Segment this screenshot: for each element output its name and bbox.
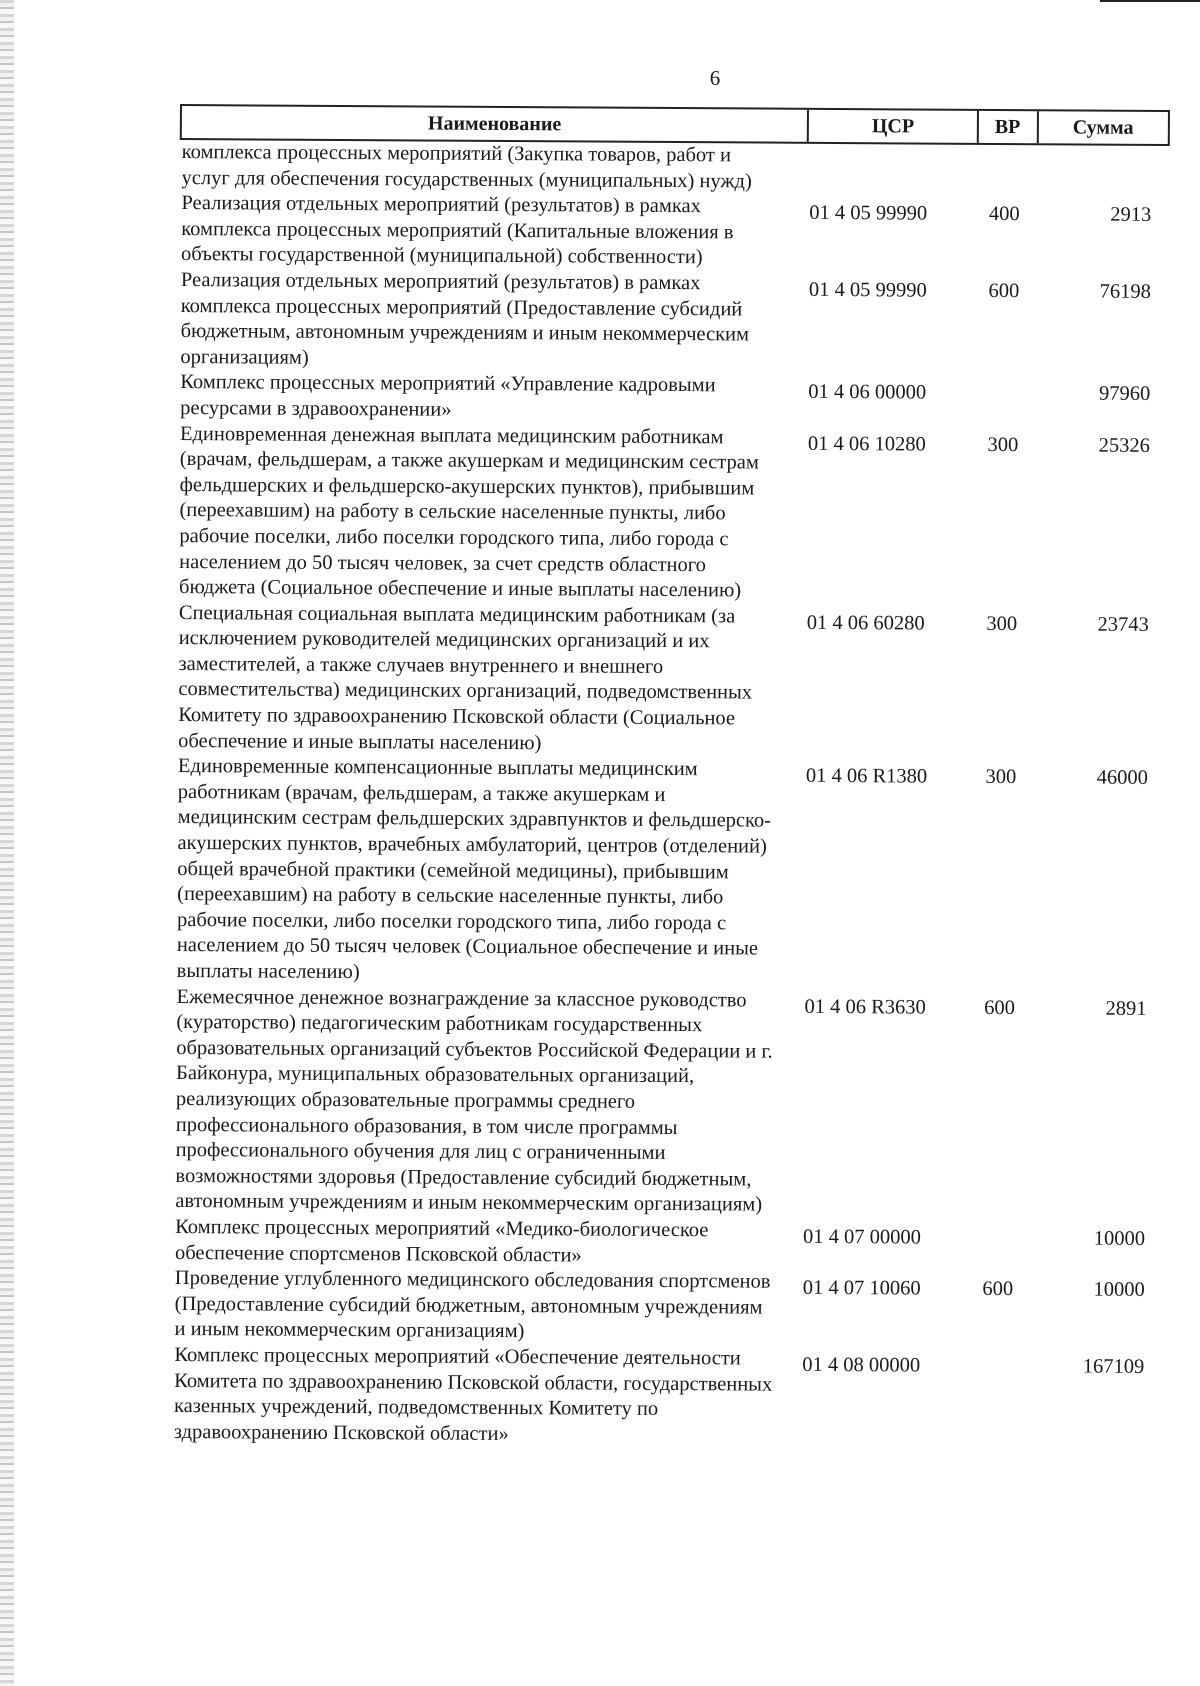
- row-vr: 400: [988, 203, 1020, 226]
- row-sum: 23743: [1097, 613, 1149, 636]
- row-vr: [974, 375, 1032, 427]
- table-row: [181, 140, 1169, 197]
- row-name: Комплекс процессных мероприятий «Медико-биологическое обеспечение спортсменов Псковской области»: [174, 1215, 709, 1267]
- row-vr: 300: [987, 433, 1019, 456]
- table-row: [174, 1266, 1162, 1349]
- scan-edge: [0, 0, 14, 1686]
- row-sum: 76198: [1099, 280, 1151, 303]
- header-vr: ВР: [979, 111, 1039, 143]
- row-vr: 600: [982, 1278, 1014, 1301]
- row-sum: 10000: [1093, 1278, 1145, 1302]
- table-row: [174, 1343, 1163, 1451]
- table-body: [172, 140, 1170, 1451]
- row-csr: [795, 144, 975, 196]
- row-vr: [975, 145, 1033, 197]
- table-row: [175, 985, 1164, 1221]
- row-sum: 2891: [1105, 997, 1147, 1020]
- row-name: Единовременные компенсационные выплаты медицинским работникам (врачам, фельдшерам, а также акушеркам и медицинским сестрам фельдшерских здравпунктов и фельдшерско-акушерских пунктов, врачебных амбулаторий, центров (отделений) общей врачебной практики (семейной медицины), прибывшим (переехавшим) на работу в сельские населенные пункты, либо рабочие поселки, либо поселки городского типа, либо города с населением до 50 тысяч человек (Социальное обеспечение и иные выплаты населению): [176, 755, 772, 984]
- row-name: Единовременная денежная выплата медицинским работникам (врачам, фельдшерам, а также акушеркам и медицинским сестрам фельдшерских и фельдшерско-акушерских пунктов), прибывшим (переехавшим) на работу в сельские населенные пункты, либо рабочие поселки, либо поселки городского типа, либо города с населением до 50 тысяч человек, за счет средств областного бюджета (Социальное обеспечение и иные выплаты населению): [178, 422, 759, 602]
- row-sum: 10000: [1093, 1227, 1146, 1250]
- row-name: Реализация отдельных мероприятий (результатов) в рамках комплекса процессных мероприятий (Капитальные вложения в объекты государственной (муниципальной) собственности): [181, 192, 734, 269]
- table-row: [181, 191, 1169, 274]
- table-row: [179, 422, 1168, 607]
- row-name: комплекса процессных мероприятий (Закупка товаров, работ и услуг для обеспечения государственных (муниципальных) нужд): [181, 141, 752, 193]
- table-row: [178, 601, 1167, 761]
- row-vr: [968, 1348, 1027, 1451]
- row-vr: 300: [985, 766, 1017, 789]
- row-csr: 01 4 05 99990: [809, 202, 928, 225]
- row-name: Ежемесячное денежное вознаграждение за классное руководство (кураторство) педагогическим работникам государственных образовательных организаций субъектов Российской Федерации и г. Байконура, муниципальных образовательных организаций, реализующих образовательные программы среднего профессионального образования, в том числе программы профессионального обучения для лиц с ограниченными возможностями здоровья (Предоставление субсидий бюджетным, автономным учреждениям и иным некоммерческим организациям): [175, 985, 773, 1216]
- row-csr: 01 4 06 60280: [806, 611, 925, 635]
- header-name: Наименование: [182, 106, 810, 142]
- row-csr: 01 4 07 00000: [803, 1225, 922, 1249]
- row-sum: 167109: [1082, 1355, 1145, 1378]
- row-csr: 01 4 06 R1380: [805, 765, 928, 788]
- row-csr: 01 4 07 10060: [802, 1276, 921, 1300]
- row-name: Комплекс процессных мероприятий «Обеспечение деятельности Комитета по здравоохранению Псковской области, государственных казенных учреждений, подведомственных Комитету по здравоохранению Псковской области»: [173, 1343, 773, 1445]
- row-name: Проведение углубленного медицинского обследования спортсменов (Предоставление субсидий бюджетным, автономным учреждениям и иным некоммерческим организациям): [174, 1267, 771, 1343]
- row-csr: 01 4 08 00000: [802, 1353, 921, 1377]
- table-row: [180, 268, 1169, 376]
- row-csr: 01 4 06 00000: [808, 381, 927, 404]
- budget-table: [172, 104, 1170, 1451]
- row-vr: [969, 1220, 1027, 1272]
- table-row: [180, 370, 1168, 427]
- row-name: Комплекс процессных мероприятий «Управление кадровыми ресурсами в здравоохранении»: [180, 371, 716, 421]
- row-csr: 01 4 05 99990: [808, 278, 927, 302]
- row-vr: 600: [988, 279, 1020, 303]
- row-sum: 25326: [1098, 434, 1150, 457]
- top-rule: [1100, 0, 1200, 2]
- row-csr: 01 4 06 10280: [807, 432, 926, 456]
- page-number: 6: [709, 66, 721, 90]
- row-sum: [1033, 145, 1151, 197]
- row-vr: 600: [984, 996, 1015, 1019]
- row-sum: 46000: [1096, 766, 1148, 790]
- row-vr: 300: [986, 612, 1018, 635]
- row-sum: 97960: [1098, 382, 1151, 406]
- row-sum: 2913: [1110, 203, 1152, 227]
- table-row: [177, 754, 1166, 990]
- row-name: Реализация отдельных мероприятий (результатов) в рамках комплекса процессных мероприятий (Предоставление субсидий бюджетным, автономным учреждениям и иным некоммерческим организациям): [180, 268, 750, 369]
- row-name: Специальная социальная выплата медицинским работникам (за исключением руководителей медицинских организаций и их заместителей, а также случаев внутреннего и внешнего совместительства) медицинских организаций, подведомственных Комитету по здравоохранению Псковской области (Социальное обеспечение и иные выплаты населению): [178, 601, 753, 754]
- header-csr: ЦСР: [809, 110, 979, 143]
- table-header: [180, 104, 1170, 146]
- row-csr: 01 4 06 R3630: [804, 995, 926, 1019]
- header-sum: Сумма: [1072, 115, 1134, 139]
- table-row: [175, 1215, 1163, 1272]
